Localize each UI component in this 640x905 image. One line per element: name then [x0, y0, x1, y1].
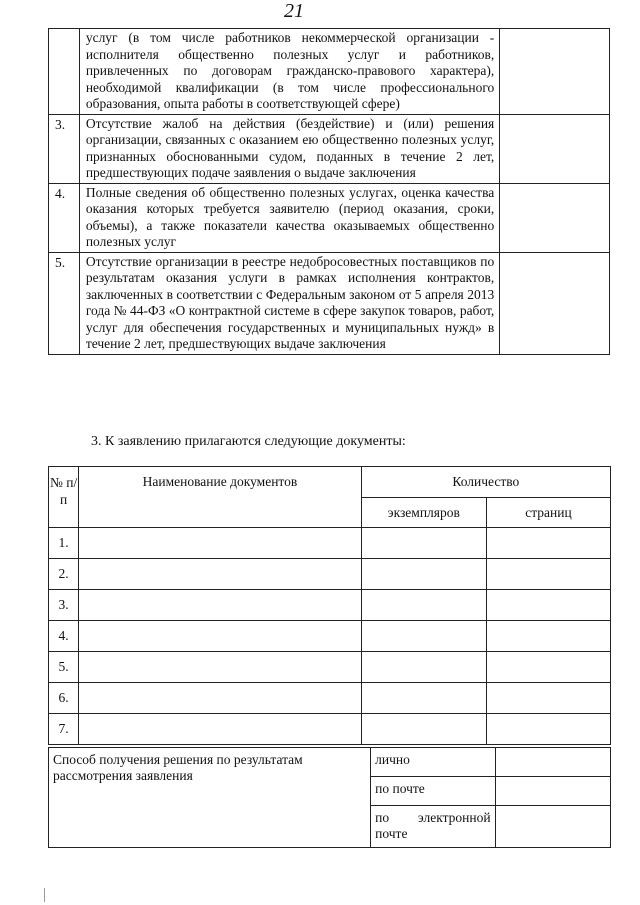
- copies-cell[interactable]: [361, 559, 486, 590]
- page-number: 21: [284, 0, 304, 22]
- criteria-row: [49, 183, 610, 252]
- receipt-row: [49, 748, 611, 777]
- copies-cell[interactable]: [361, 528, 486, 559]
- pages-cell[interactable]: [486, 683, 610, 714]
- option-in-person-label: лично: [371, 748, 495, 777]
- row-number: 7.: [49, 714, 79, 745]
- option-by-mail-cell[interactable]: [495, 777, 610, 806]
- row-number: 3.: [49, 590, 79, 621]
- criteria-row: [49, 252, 610, 354]
- criteria-text: Полные сведения об общественно полезных услугах, оценка качества оказания которых требуется заявителю (период оказания, сроки, объемы), а также показатели качества оказываемых общественно полезных услуг: [79, 183, 499, 252]
- option-email-line2: почте: [375, 826, 408, 841]
- pages-cell[interactable]: [486, 652, 610, 683]
- criteria-row: [49, 114, 610, 183]
- criteria-number: 3.: [49, 114, 80, 183]
- table-row: [49, 683, 611, 714]
- row-number: 5.: [49, 652, 79, 683]
- criteria-table: [48, 28, 610, 355]
- criteria-number: 5.: [49, 252, 80, 354]
- option-by-mail-label: по почте: [371, 777, 495, 806]
- section-heading: 3. К заявлению прилагаются следующие документы:: [91, 434, 406, 449]
- receipt-label: Способ получения решения по результатам рассмотрения заявления: [49, 748, 371, 848]
- document-name-cell[interactable]: [79, 683, 361, 714]
- option-in-person-cell[interactable]: [495, 748, 610, 777]
- document-name-cell[interactable]: [79, 590, 361, 621]
- option-email-line1: по электронной: [375, 810, 491, 825]
- copies-cell[interactable]: [361, 621, 486, 652]
- pages-cell[interactable]: [486, 590, 610, 621]
- table-row: [49, 528, 611, 559]
- receipt-method-table: [48, 747, 611, 848]
- col-number-header: № п/п: [49, 467, 79, 528]
- criteria-number: 4.: [49, 183, 80, 252]
- pages-cell[interactable]: [486, 714, 610, 745]
- row-number: 6.: [49, 683, 79, 714]
- criteria-text: Отсутствие жалоб на действия (бездействие) и (или) решения организации, связанных с оказанием ею общественно полезных услуг, признанных обоснованными судом, поданных в течение 2 лет, предшествующих подаче заявления о выдаче заключения: [79, 114, 499, 183]
- criteria-text: Отсутствие организации в реестре недобросовестных поставщиков по результатам оказания услуги в рамках исполнения контрактов, заключенных в соответствии с Федеральным законом от 5 апреля 2013 года № 44-ФЗ «О контрактной системе в сфере закупок товаров, работ, услуг для обеспечения государственных и муниципальных нужд» в течение 2 лет, предшествующих выдаче заключения: [79, 252, 499, 354]
- option-email-label: [371, 806, 495, 848]
- documents-table: [48, 466, 611, 745]
- col-name-header: Наименование документов: [79, 467, 361, 528]
- documents-header-row: [49, 467, 611, 498]
- copies-cell[interactable]: [361, 590, 486, 621]
- criteria-mark-cell[interactable]: [500, 252, 610, 354]
- document-name-cell[interactable]: [79, 652, 361, 683]
- table-row: [49, 621, 611, 652]
- table-row: [49, 714, 611, 745]
- copies-cell[interactable]: [361, 652, 486, 683]
- table-row: [49, 652, 611, 683]
- col-pages-header: страниц: [486, 498, 610, 528]
- row-number: 1.: [49, 528, 79, 559]
- col-copies-header: экземпляров: [361, 498, 486, 528]
- copies-cell[interactable]: [361, 714, 486, 745]
- row-number: 4.: [49, 621, 79, 652]
- criteria-mark-cell[interactable]: [500, 183, 610, 252]
- col-quantity-header: Количество: [361, 467, 610, 498]
- document-name-cell[interactable]: [79, 559, 361, 590]
- row-number: 2.: [49, 559, 79, 590]
- pages-cell[interactable]: [486, 559, 610, 590]
- document-name-cell[interactable]: [79, 621, 361, 652]
- margin-mark: [44, 888, 45, 902]
- option-email-cell[interactable]: [495, 806, 610, 848]
- criteria-number: [49, 29, 80, 115]
- document-name-cell[interactable]: [79, 528, 361, 559]
- pages-cell[interactable]: [486, 528, 610, 559]
- document-name-cell[interactable]: [79, 714, 361, 745]
- criteria-mark-cell[interactable]: [500, 29, 610, 115]
- pages-cell[interactable]: [486, 621, 610, 652]
- copies-cell[interactable]: [361, 683, 486, 714]
- table-row: [49, 559, 611, 590]
- criteria-text: услуг (в том числе работников некоммерческой организации - исполнителя общественно полезных услуг и работников, привлеченных по договорам гражданско-правового характера), необходимой квалификации (в том числе профессионального образования, опыта работы в соответствующей сфере): [79, 29, 499, 115]
- criteria-row: [49, 29, 610, 115]
- table-row: [49, 590, 611, 621]
- criteria-mark-cell[interactable]: [500, 114, 610, 183]
